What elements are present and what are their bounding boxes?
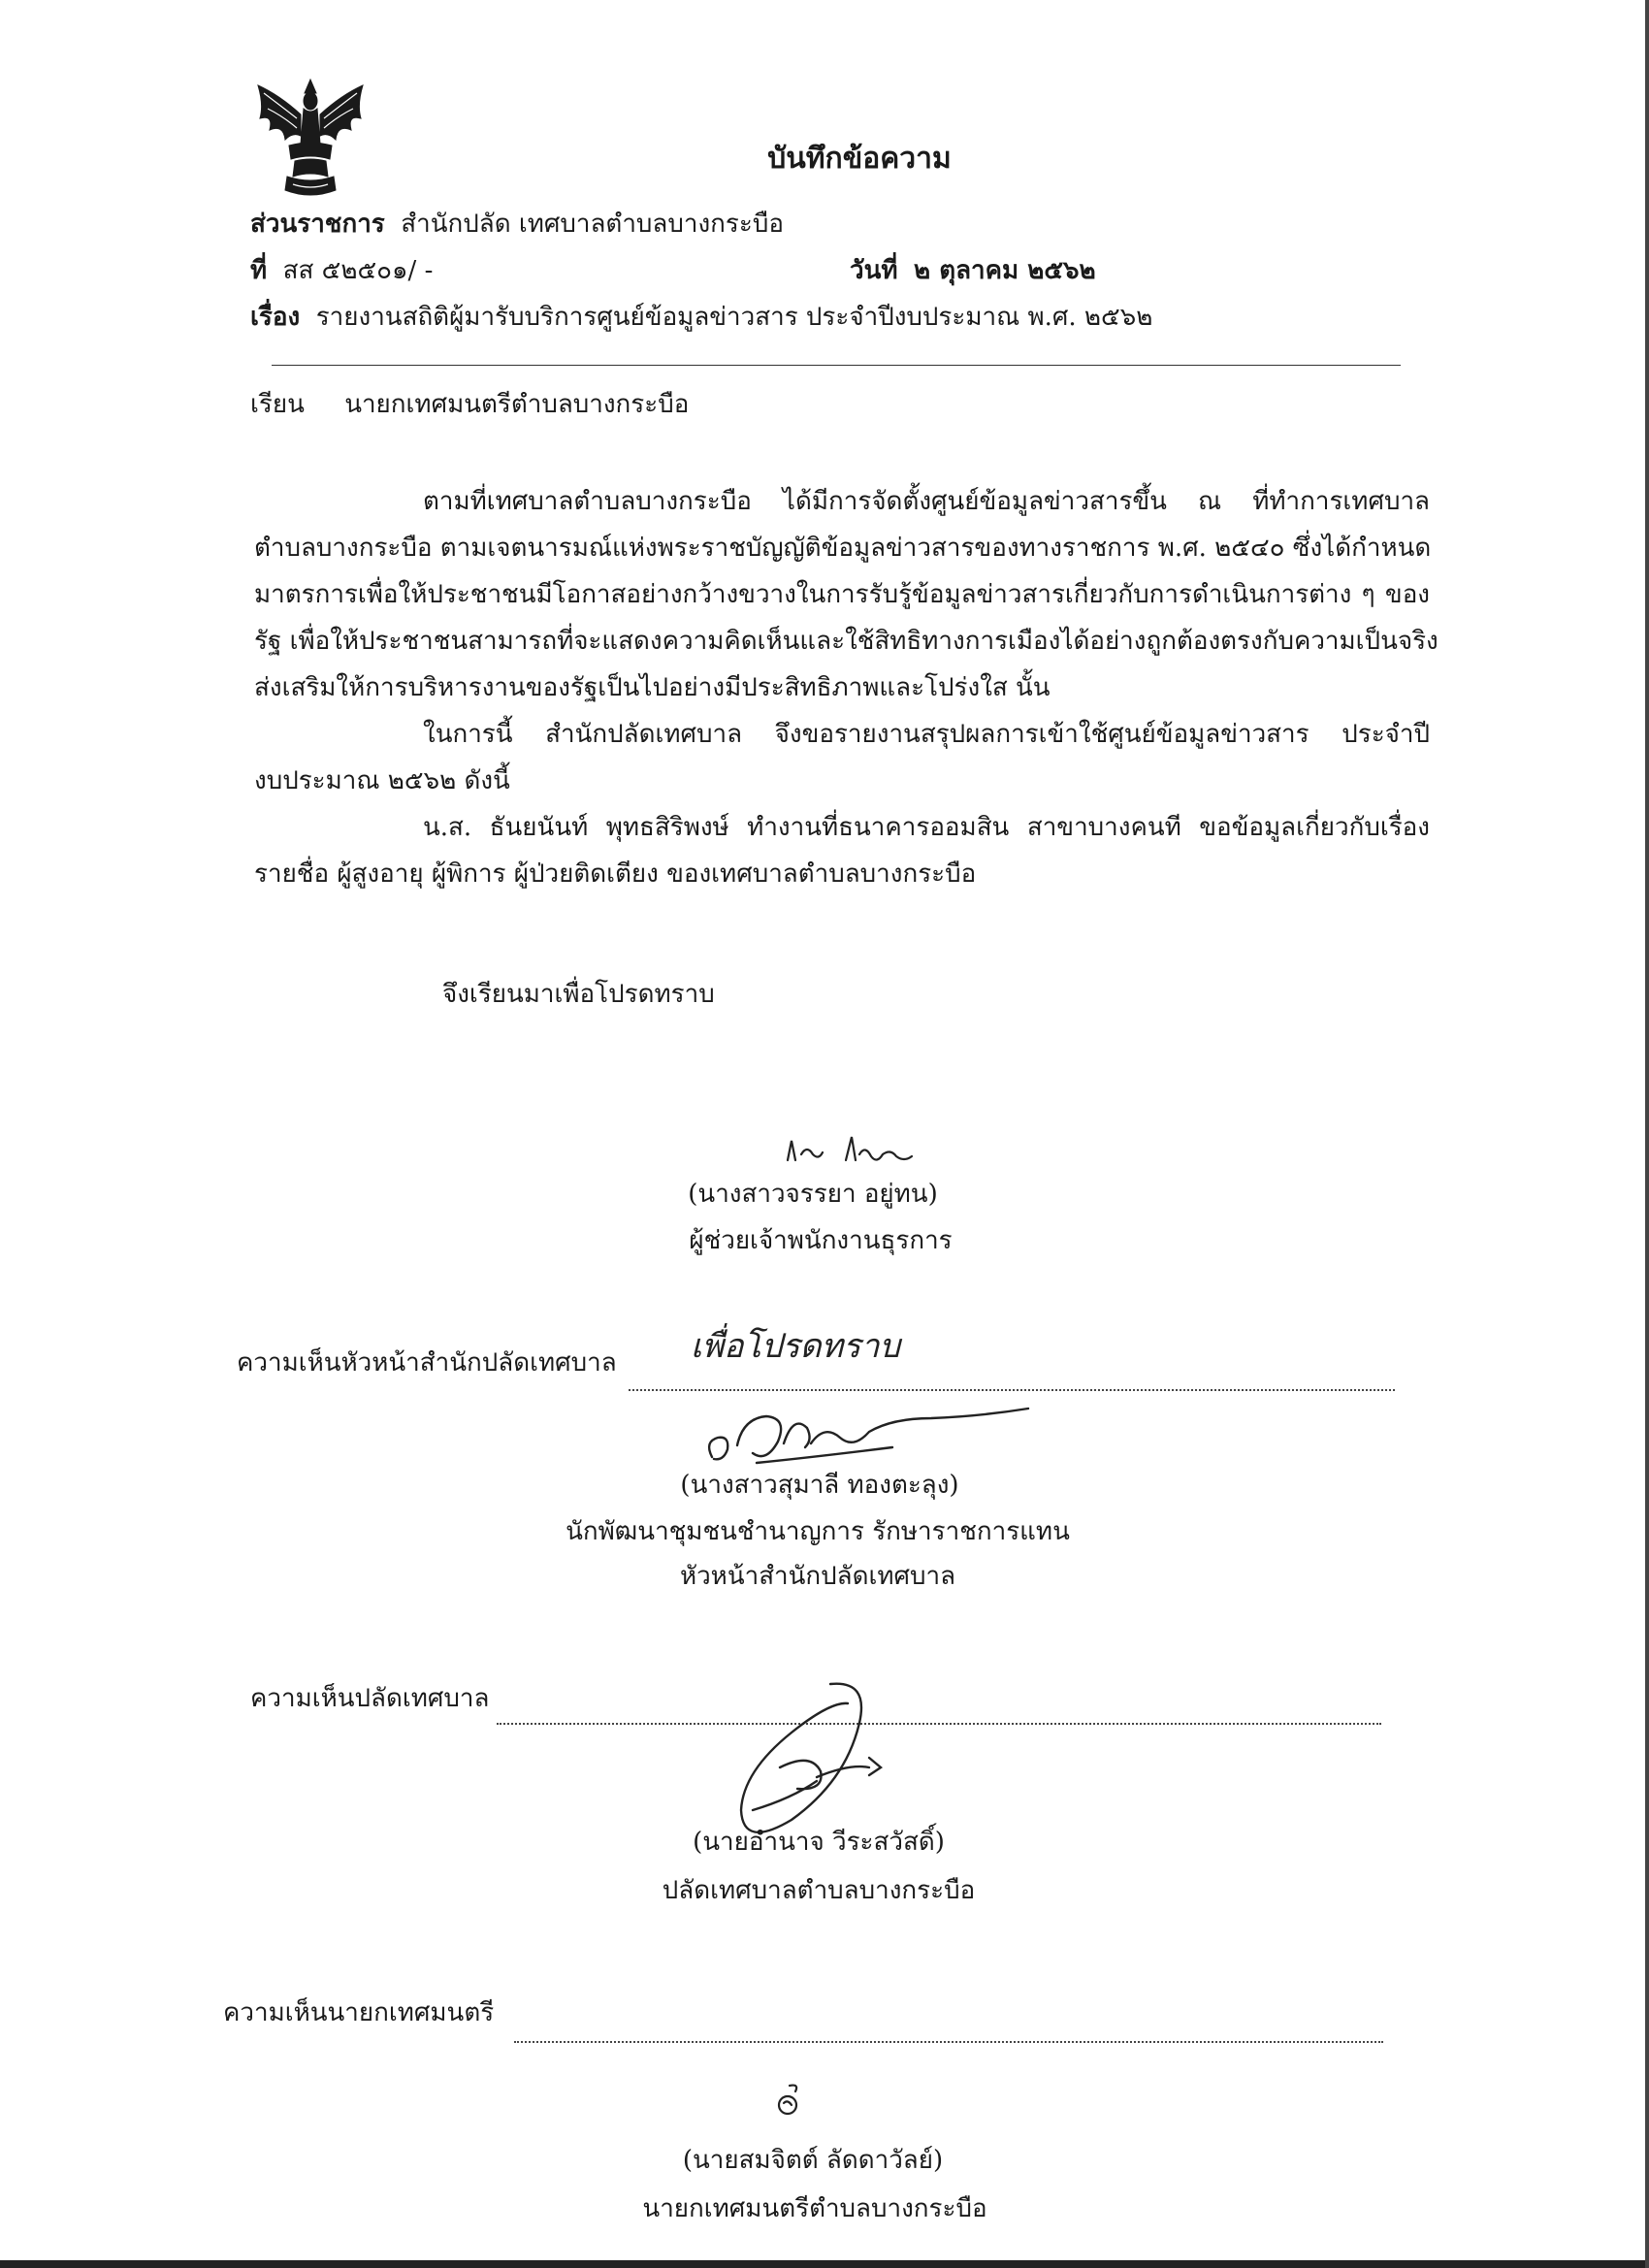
body-line-1: ตามที่เทศบาลตำบลบางกระบือ ได้มีการจัดตั้งศูนย์ข้อมูลข่าวสารขึ้น ณ ที่ทำการเทศบาล [423,487,1430,516]
reference-label: ที่ [250,256,268,285]
body-line-8: น.ส. ธันยนันท์ พุทธสิริพงษ์ ทำงานที่ธนาคารออมสิน สาขาบางคนที ขอข้อมูลเกี่ยวกับเรื่อง [423,813,1430,842]
head-office-signature [698,1389,1048,1476]
clerk-position: ผู้ช่วยเจ้าพนักงานธุรการ [689,1226,953,1255]
memo-title: บันทึกข้อความ [767,142,952,176]
mayor-name: (นายสมจิตต์ ลัดดาวัลย์) [682,2146,944,2175]
mayor-opinion-label: ความเห็นนายกเทศมนตรี [223,1998,495,2027]
municipal-clerk-name: (นายอำนาจ วีระสวัสดิ์) [693,1828,945,1857]
subject-line [250,301,1152,334]
body-line-6: ในการนี้ สำนักปลัดเทศบาล จึงขอรายงานสรุปผลการเข้าใช้ศูนย์ข้อมูลข่าวสาร ประจำปี [423,720,1430,749]
date-value: ๒ ตุลาคม ๒๕๖๒ [914,256,1096,285]
agency-label: ส่วนราชการ [250,210,385,239]
subject-label: เรื่อง [250,303,301,332]
garuda-emblem-icon [250,76,371,204]
reference-value: สส ๕๒๕๐๑/ - [282,256,434,285]
closing-text: จึงเรียนมาเพื่อโปรดทราบ [442,980,715,1009]
body-line-9: รายชื่อ ผู้สูงอายุ ผู้พิการ ผู้ป่วยติดเตียง ของเทศบาลตำบลบางกระบือ [254,859,977,889]
body-line-3: มาตรการเพื่อให้ประชาชนมีโอกาสอย่างกว้างขวางในการรับรู้ข้อมูลข่าวสารเกี่ยวกับการดำเนินการต่าง ๆ ของ [254,580,1430,609]
clerk-name: (นางสาวจรรยา อยู่ทน) [688,1180,938,1209]
body-line-2: ตำบลบางกระบือ ตามเจตนารมณ์แห่งพระราชบัญญัติข้อมูลข่าวสารของทางราชการ พ.ศ. ๒๕๔๐ ซึ่งได้กำหนด [254,534,1432,563]
municipal-clerk-position: ปลัดเทศบาลตำบลบางกระบือ [662,1876,976,1905]
reference-line [250,254,433,287]
mayor-signature [770,2080,809,2119]
mayor-position: นายกเทศมนตรีตำบลบางกระบือ [642,2194,987,2223]
addressee-line [250,388,689,421]
body-line-4: รัฐ เพื่อให้ประชาชนสามารถที่จะแสดงความคิดเห็นและใช้สิทธิทางการเมืองได้อย่างถูกต้องตรงกับความเป็นจริง [254,627,1439,656]
head-office-name: (นางสาวสุมาลี ทองตะลุง) [680,1471,959,1500]
head-office-position-1: นักพัฒนาชุมชนชำนาญการ รักษาราชการแทน [566,1517,1070,1546]
scan-edge-right [1645,0,1649,2268]
head-office-handwritten-opinion: เพื่อโปรดทราบ [691,1327,900,1366]
clerk-signature [784,1131,939,1170]
scan-edge-bottom [0,2260,1649,2268]
municipal-clerk-opinion-dotted-line [497,1723,1381,1725]
head-office-position-2: หัวหน้าสำนักปลัดเทศบาล [679,1562,956,1591]
addressee-label: เรียน [250,390,305,419]
date-label: วันที่ [850,256,898,285]
municipal-clerk-opinion-label: ความเห็นปลัดเทศบาล [250,1684,490,1713]
body-line-7: งบประมาณ ๒๕๖๒ ดังนี้ [254,766,510,795]
body-line-5: ส่งเสริมให้การบริหารงานของรัฐเป็นไปอย่างมีประสิทธิภาพและโปร่งใส นั้น [254,673,1051,702]
header-divider [272,365,1401,366]
agency-line [250,208,784,241]
head-office-opinion-label: ความเห็นหัวหน้าสำนักปลัดเทศบาล [237,1348,617,1377]
subject-value: รายงานสถิติผู้มารับบริการศูนย์ข้อมูลข่าวสาร ประจำปีงบประมาณ พ.ศ. ๒๕๖๒ [315,303,1153,332]
municipal-clerk-signature [724,1674,908,1839]
date-line [850,254,1096,287]
mayor-opinion-dotted-line [514,2041,1383,2043]
agency-value: สำนักปลัด เทศบาลตำบลบางกระบือ [401,210,784,239]
addressee-value: นายกเทศมนตรีตำบลบางกระบือ [344,390,690,419]
